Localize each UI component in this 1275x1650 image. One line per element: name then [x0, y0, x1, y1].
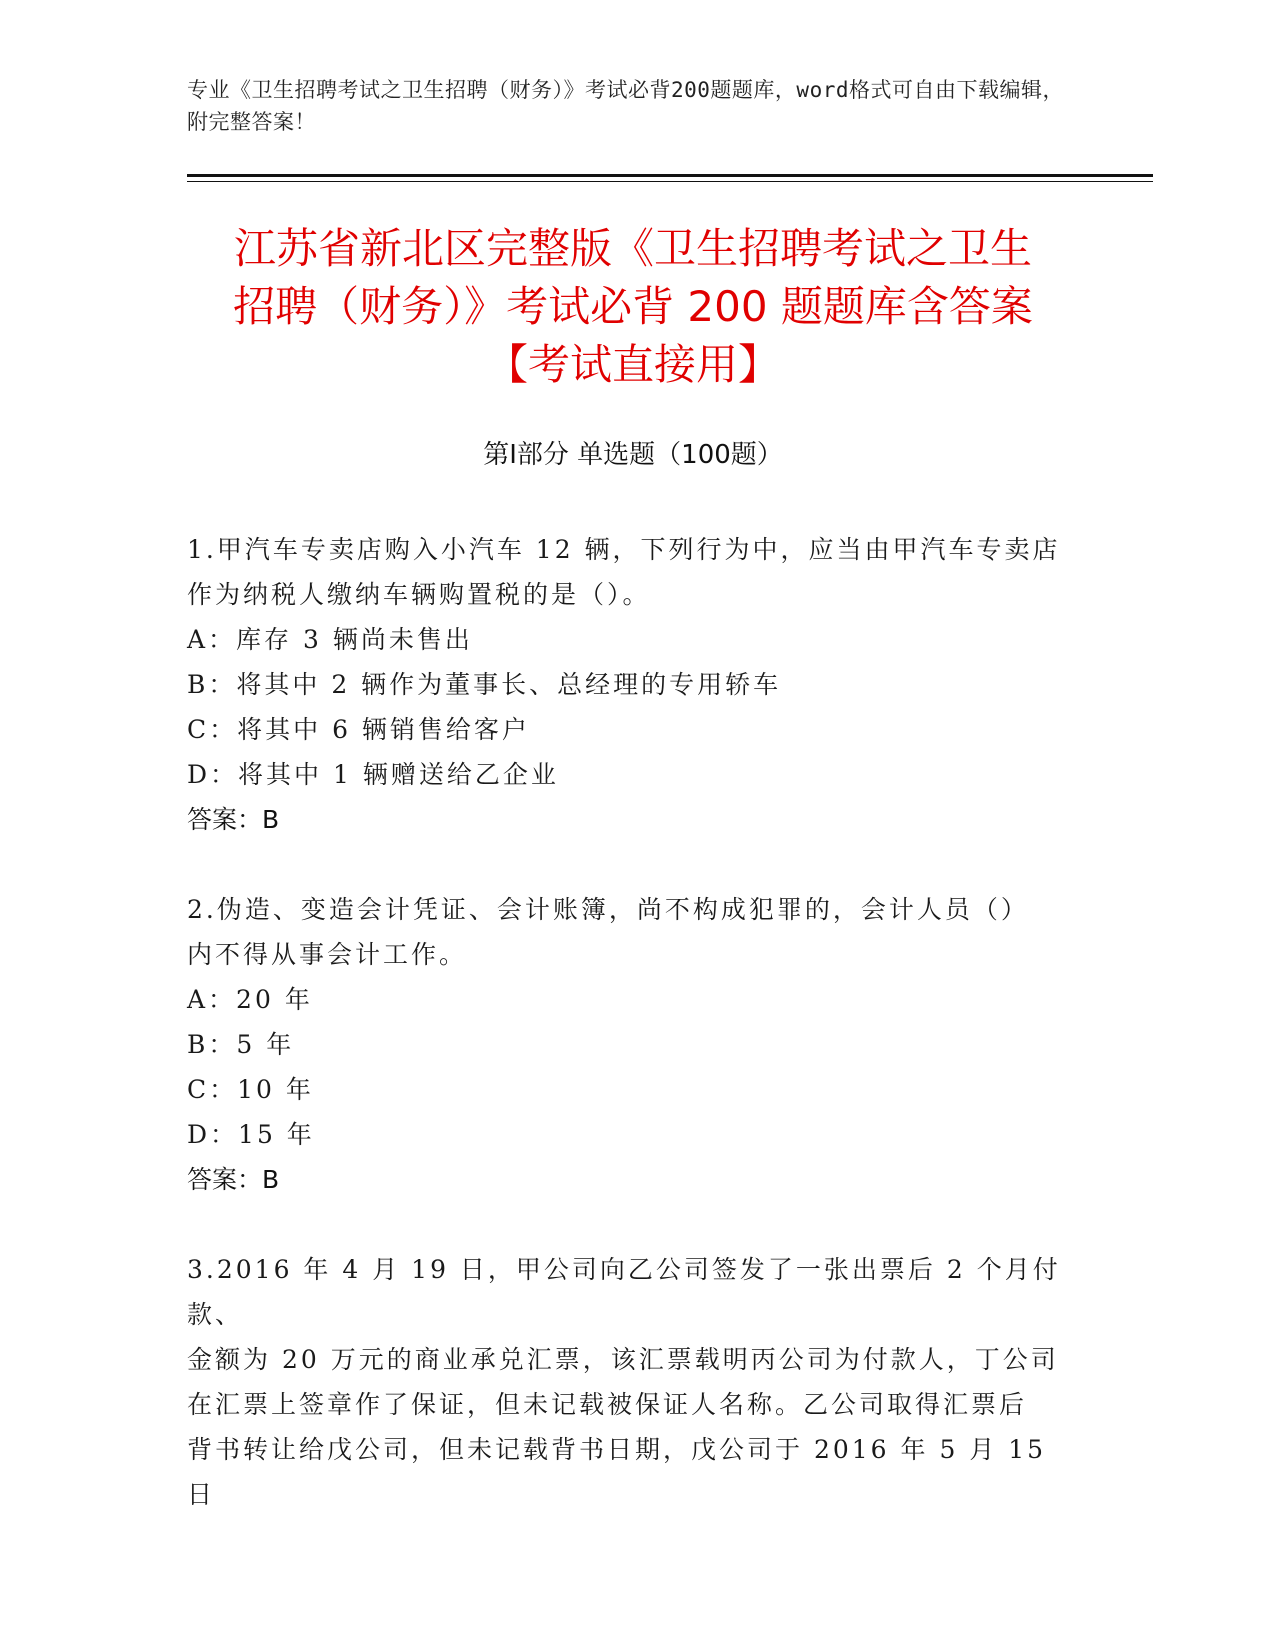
question-stem-line: 作为纳税人缴纳车辆购置税的是（）。 [187, 580, 651, 609]
answer-line: 答案：B [187, 805, 280, 834]
option-a: A：20 年 [187, 985, 313, 1014]
option-a: A：库存 3 辆尚未售出 [187, 625, 473, 654]
answer-line: 答案：B [187, 1165, 280, 1194]
question-stem-line: 3.2016 年 4 月 19 日，甲公司向乙公司签发了一张出票后 2 个月付款、 [187, 1255, 1061, 1329]
question-3 [187, 1247, 1079, 1517]
title-line: 招聘（财务）》考试必背 200 题题库含答案 [233, 282, 1033, 331]
question-stem-line: 2.伪造、变造会计凭证、会计账簿，尚不构成犯罪的，会计人员（） [187, 895, 1029, 924]
question-stem-line: 金额为 20 万元的商业承兑汇票，该汇票载明丙公司为付款人，丁公司 [187, 1345, 1059, 1374]
title-line: 【考试直接用】 [485, 340, 780, 389]
option-c: C：将其中 6 辆销售给客户 [187, 715, 530, 744]
option-d: D：15 年 [187, 1120, 315, 1149]
question-1 [187, 527, 1079, 842]
question-stem-line: 1.甲汽车专卖店购入小汽车 12 辆，下列行为中，应当由甲汽车专卖店 [187, 535, 1061, 564]
section-heading: 第Ⅰ部分 单选题（100题） [483, 440, 783, 470]
header-rule-thick [187, 174, 1153, 177]
question-stem-line: 内不得从事会计工作。 [187, 940, 468, 969]
question-stem-line: 背书转让给戊公司，但未记载背书日期，戊公司于 2016 年 5 月 15 日 [187, 1435, 1047, 1509]
question-list [187, 527, 1079, 1562]
header-note: 专业《卫生招聘考试之卫生招聘（财务）》考试必背200题题库，word格式可自由下载编辑，附完整答案！ [187, 78, 1064, 134]
document-title [187, 220, 1079, 394]
option-b: B：将其中 2 辆作为董事长、总经理的专用轿车 [187, 670, 782, 699]
question-stem-line: 在汇票上签章作了保证，但未记载被保证人名称。乙公司取得汇票后 [187, 1390, 1028, 1419]
header-rule-thin [187, 181, 1153, 182]
title-line: 江苏省新北区完整版《卫生招聘考试之卫生 [233, 224, 1032, 273]
option-c: C：10 年 [187, 1075, 314, 1104]
option-d: D：将其中 1 辆赠送给乙企业 [187, 760, 559, 789]
option-b: B：5 年 [187, 1030, 295, 1059]
question-2 [187, 887, 1079, 1202]
